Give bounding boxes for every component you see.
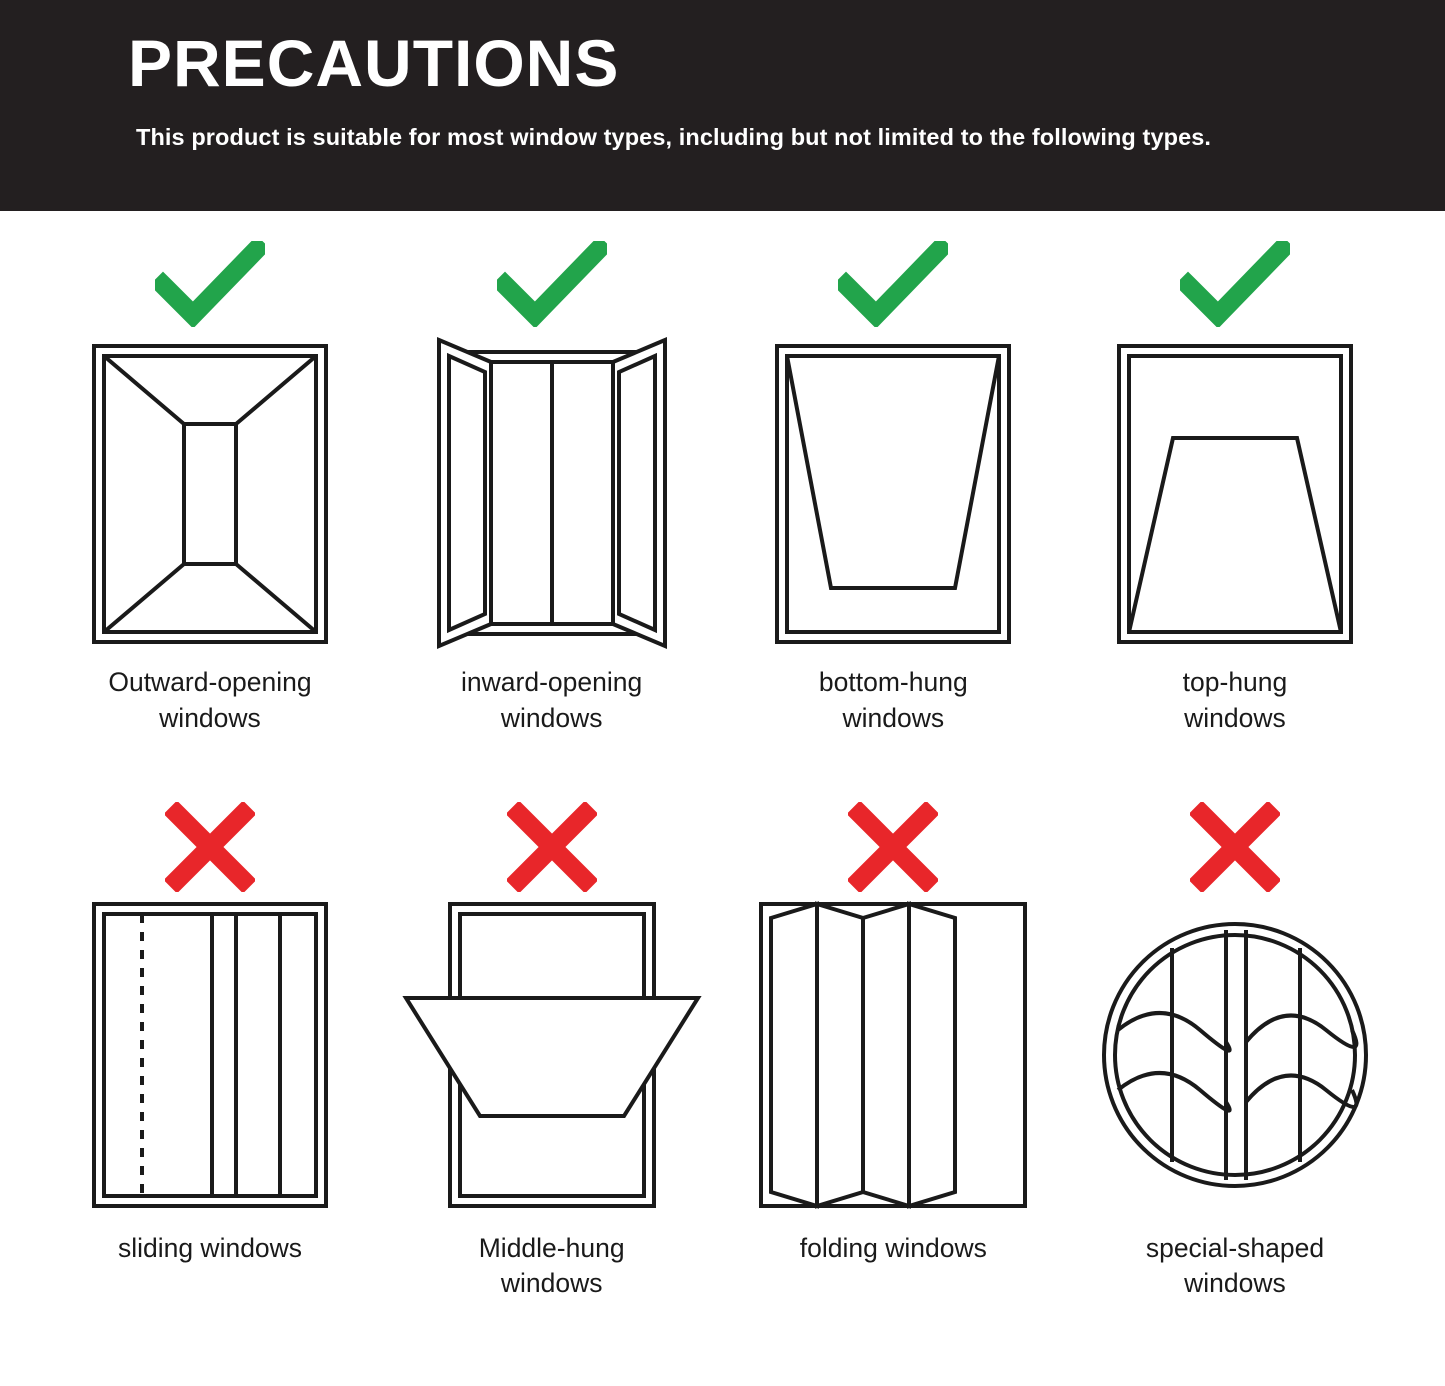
cross-icon: [507, 799, 597, 895]
label-line-1: folding windows: [799, 1232, 987, 1263]
window-type-card-folding: [743, 799, 1043, 1303]
page-title: PRECAUTIONS: [128, 26, 620, 100]
window-type-label: [402, 1231, 702, 1303]
window-type-label: [1085, 665, 1385, 737]
top-hung-window-icon: [1115, 339, 1355, 649]
check-icon: [838, 229, 948, 339]
label-line-2: windows: [500, 1268, 603, 1299]
window-type-card-inward-opening: [402, 229, 702, 737]
window-type-card-sliding: [60, 799, 360, 1303]
header-banner: [0, 0, 1445, 211]
outward-opening-window-icon: [90, 339, 330, 649]
window-type-label: [1085, 1231, 1385, 1303]
middle-hung-window-icon: [402, 895, 702, 1215]
label-line-1: sliding windows: [117, 1232, 303, 1263]
not-supported-row: [0, 799, 1445, 1303]
cross-icon: [165, 799, 255, 895]
label-line-1: Outward-opening: [108, 667, 312, 697]
page-subtitle: This product is suitable for most window types, including but not limited to the following types.: [136, 123, 1212, 150]
check-icon: [155, 229, 265, 339]
supported-row: [0, 229, 1445, 737]
window-type-card-middle-hung: [402, 799, 702, 1303]
window-type-label: [60, 1231, 360, 1267]
window-type-card-bottom-hung: [743, 229, 1043, 737]
label-line-2: windows: [1184, 1268, 1286, 1299]
check-icon: [1180, 229, 1290, 339]
label-line-2: windows: [1184, 702, 1286, 733]
window-type-label: [743, 665, 1043, 737]
folding-window-icon: [757, 895, 1029, 1215]
window-types-grid: [0, 211, 1445, 1302]
label-line-1: inward-opening: [461, 667, 643, 697]
bottom-hung-window-icon: [773, 339, 1013, 649]
window-type-label: [402, 665, 702, 737]
window-type-card-top-hung: [1085, 229, 1385, 737]
inward-opening-window-icon: [429, 339, 675, 649]
label-line-1: bottom-hung: [818, 667, 968, 697]
label-line-2: windows: [500, 702, 603, 733]
label-line-2: windows: [159, 702, 261, 733]
sliding-window-icon: [90, 895, 330, 1215]
cross-icon: [848, 799, 938, 895]
label-line-2: windows: [842, 702, 945, 733]
label-line-1: Middle-hung: [478, 1232, 625, 1263]
check-icon: [497, 229, 607, 339]
label-line-1: special-shaped: [1145, 1232, 1325, 1263]
special-shaped-window-icon: [1100, 895, 1370, 1215]
window-type-card-outward-opening: [60, 229, 360, 737]
label-line-1: top-hung: [1182, 667, 1288, 697]
window-type-card-special-shaped: [1085, 799, 1385, 1303]
cross-icon: [1190, 799, 1280, 895]
window-type-label: [60, 665, 360, 737]
window-type-label: [743, 1231, 1043, 1267]
